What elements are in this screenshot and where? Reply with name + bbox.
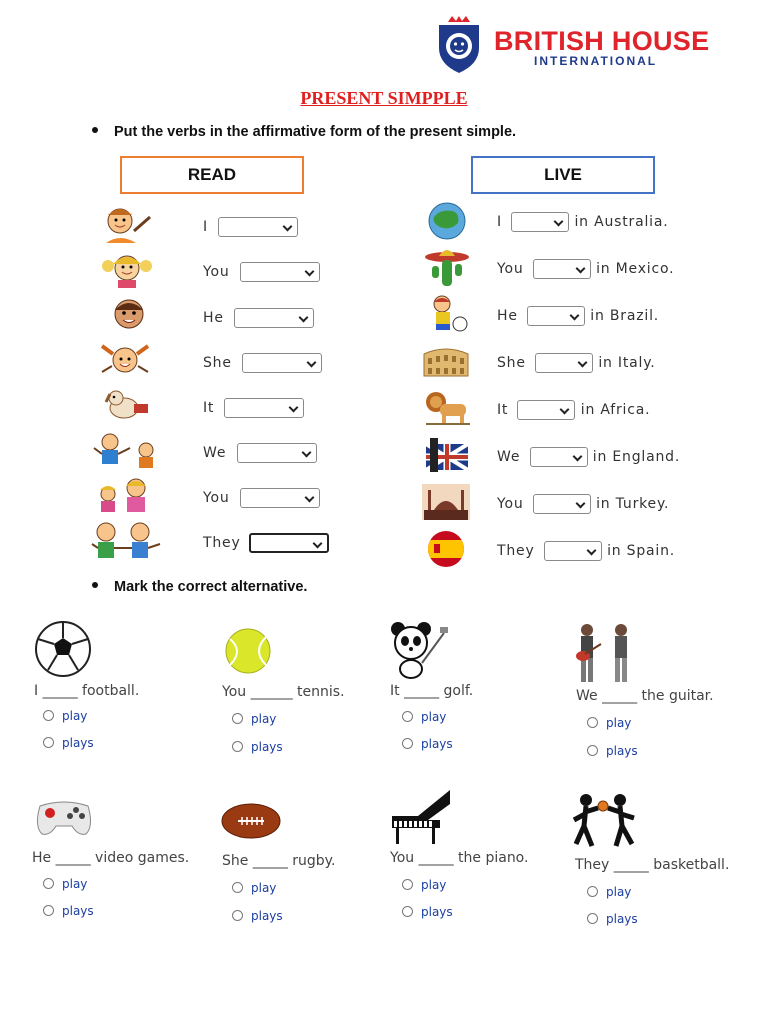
cactus-sombrero-icon (424, 248, 470, 292)
read-row-3: He (203, 308, 314, 328)
live-heading: LIVE (471, 156, 655, 194)
bullet-icon (92, 582, 98, 588)
basketball-players-icon (572, 792, 638, 860)
option-play[interactable]: play (402, 710, 446, 724)
dog-icon (100, 386, 154, 426)
sentence-1: I _____ football. (34, 683, 140, 699)
live-row-7: You in Turkey. (497, 496, 670, 512)
kids-group-icon (88, 520, 164, 564)
live-row-8: They in Spain. (497, 543, 676, 559)
radio-icon[interactable] (402, 738, 413, 749)
tennis-ball-icon (224, 627, 272, 679)
sentence-8: They _____ basketball. (575, 857, 730, 873)
verb-select[interactable] (234, 308, 314, 328)
kids-pair-icon (90, 432, 162, 474)
live-row-1: I in Australia. (497, 214, 669, 230)
boy-face-icon (106, 296, 152, 338)
radio-icon[interactable] (402, 711, 413, 722)
read-row-1: I (203, 217, 298, 237)
verb-select[interactable] (249, 533, 329, 553)
sentence-3: It _____ golf. (390, 683, 474, 699)
big-ben-flag-icon (424, 438, 470, 476)
option-plays[interactable]: plays (43, 736, 94, 750)
colosseum-icon (422, 344, 470, 382)
sentence-2: You ______ tennis. (222, 684, 345, 700)
rugby-ball-icon (220, 802, 282, 844)
read-row-8: They (203, 533, 329, 553)
radio-icon[interactable] (232, 713, 243, 724)
read-row-7: You (203, 488, 320, 508)
boy-waving-icon (96, 205, 158, 249)
read-row-4: She (203, 353, 322, 373)
spain-flag-icon (422, 530, 470, 572)
piano-icon (388, 786, 454, 850)
brand-name: BRITISH HOUSE (494, 26, 710, 56)
live-row-3: He in Brazil. (497, 308, 660, 324)
verb-select[interactable] (533, 259, 591, 279)
verb-select[interactable] (240, 262, 320, 282)
read-row-2: You (203, 262, 320, 282)
page-title: PRESENT SIMPPLE (300, 88, 468, 108)
live-row-5: It in Africa. (497, 402, 651, 418)
verb-select[interactable] (218, 217, 298, 237)
option-plays[interactable]: plays (587, 744, 638, 758)
mosque-icon (422, 484, 470, 524)
option-play[interactable]: play (43, 877, 87, 891)
live-row-6: We in England. (497, 449, 681, 465)
radio-icon[interactable] (402, 879, 413, 890)
verb-select[interactable] (533, 494, 591, 514)
verb-select[interactable] (511, 212, 569, 232)
read-heading: READ (120, 156, 304, 194)
radio-icon[interactable] (587, 717, 598, 728)
radio-icon[interactable] (43, 905, 54, 916)
verb-select[interactable] (535, 353, 593, 373)
verb-select[interactable] (240, 488, 320, 508)
option-plays[interactable]: plays (232, 740, 283, 754)
verb-select[interactable] (517, 400, 575, 420)
game-controller-icon (34, 796, 94, 842)
bullet-icon (92, 127, 98, 133)
guitar-players-icon (573, 622, 637, 688)
australia-globe-icon (424, 201, 470, 245)
verb-select[interactable] (530, 447, 588, 467)
radio-icon[interactable] (43, 737, 54, 748)
football-player-icon (424, 294, 470, 338)
radio-icon[interactable] (232, 882, 243, 893)
option-play[interactable]: play (402, 878, 446, 892)
instruction-2: Mark the correct alternative. (92, 579, 307, 595)
sentence-5: He _____ video games. (32, 850, 190, 866)
verb-select[interactable] (237, 443, 317, 463)
live-row-4: She in Italy. (497, 355, 656, 371)
read-row-5: It (203, 398, 304, 418)
option-plays[interactable]: plays (402, 905, 453, 919)
verb-select[interactable] (544, 541, 602, 561)
read-row-6: We (203, 443, 317, 463)
girl-pigtails-icon (96, 342, 154, 382)
verb-select[interactable] (242, 353, 322, 373)
sentence-6: She _____ rugby. (222, 853, 336, 869)
radio-icon[interactable] (232, 910, 243, 921)
instruction-1: Put the verbs in the affirmative form of the present simple. (92, 124, 516, 140)
option-plays[interactable]: plays (43, 904, 94, 918)
sentence-7: You _____ the piano. (390, 850, 529, 866)
radio-icon[interactable] (402, 906, 413, 917)
verb-select[interactable] (224, 398, 304, 418)
radio-icon[interactable] (587, 745, 598, 756)
radio-icon[interactable] (587, 886, 598, 897)
lion-shield-logo-icon (436, 16, 482, 74)
girl-face-icon (98, 250, 156, 292)
option-play[interactable]: play (232, 712, 276, 726)
live-row-2: You in Mexico. (497, 261, 675, 277)
brand-subtitle: INTERNATIONAL (534, 54, 658, 68)
option-play[interactable]: play (43, 709, 87, 723)
lion-icon (422, 390, 472, 430)
girls-pair-icon (90, 476, 162, 518)
option-plays[interactable]: plays (232, 909, 283, 923)
option-play[interactable]: play (587, 716, 631, 730)
radio-icon[interactable] (587, 913, 598, 924)
option-play[interactable]: play (232, 881, 276, 895)
panda-golf-icon (388, 619, 454, 685)
verb-select[interactable] (527, 306, 585, 326)
sentence-4: We _____ the guitar. (576, 688, 714, 704)
radio-icon[interactable] (43, 878, 54, 889)
option-play[interactable]: play (587, 885, 631, 899)
soccer-ball-icon (34, 620, 92, 682)
radio-icon[interactable] (232, 741, 243, 752)
option-plays[interactable]: plays (402, 737, 453, 751)
option-plays[interactable]: plays (587, 912, 638, 926)
radio-icon[interactable] (43, 710, 54, 721)
